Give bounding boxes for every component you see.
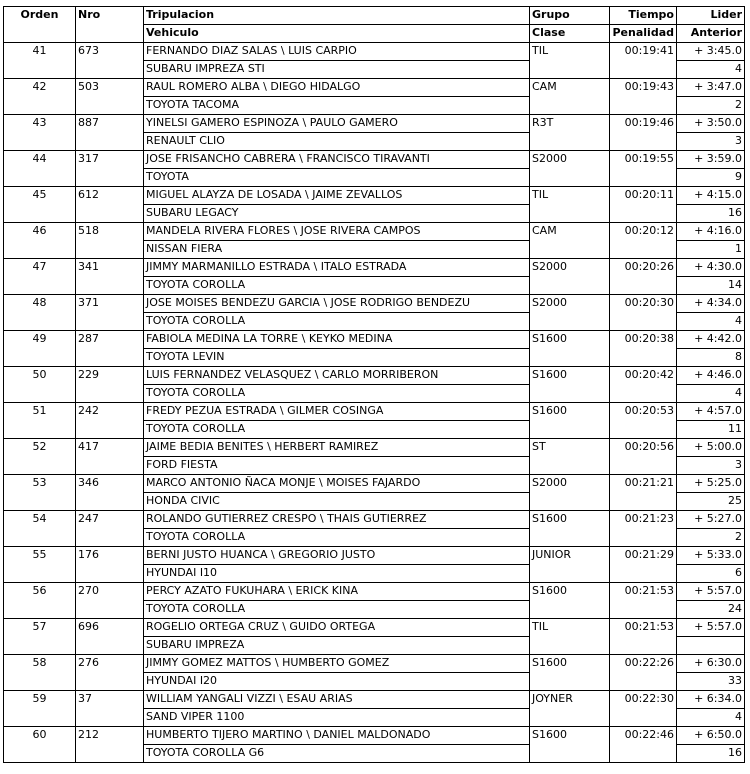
nro-cell: 346 (76, 475, 144, 511)
lider-cell: + 6:50.0 (677, 727, 745, 745)
lider-cell: + 4:15.0 (677, 187, 745, 205)
vehicle-cell: TOYOTA COROLLA (144, 385, 530, 403)
lider-cell: + 3:59.0 (677, 151, 745, 169)
tiempo-cell: 00:21:53 (610, 583, 677, 619)
lider-cell: + 4:34.0 (677, 295, 745, 313)
vehicle-cell: TOYOTA COROLLA (144, 601, 530, 619)
anterior-cell: 4 (677, 709, 745, 727)
nro-cell: 212 (76, 727, 144, 763)
anterior-cell: 2 (677, 529, 745, 547)
vehicle-cell: SAND VIPER 1100 (144, 709, 530, 727)
orden-cell: 58 (4, 655, 76, 691)
anterior-cell: 14 (677, 277, 745, 295)
vehicle-cell: RENAULT CLIO (144, 133, 530, 151)
orden-cell: 45 (4, 187, 76, 223)
table-row (4, 115, 745, 133)
tiempo-cell: 00:19:43 (610, 79, 677, 115)
header-orden: Orden (4, 7, 76, 25)
lider-cell: + 4:30.0 (677, 259, 745, 277)
table-row (4, 367, 745, 385)
grupo-cell: R3T (530, 115, 610, 151)
crew-cell: FERNANDO DIAZ SALAS \ LUIS CARPIO (144, 43, 530, 61)
lider-cell: + 5:33.0 (677, 547, 745, 565)
orden-cell: 49 (4, 331, 76, 367)
table-row (4, 583, 745, 601)
header-anterior: Anterior (677, 25, 745, 43)
lider-cell: + 4:46.0 (677, 367, 745, 385)
anterior-cell: 24 (677, 601, 745, 619)
nro-cell: 518 (76, 223, 144, 259)
crew-cell: PERCY AZATO FUKUHARA \ ERICK KINA (144, 583, 530, 601)
lider-cell: + 5:57.0 (677, 619, 745, 637)
nro-cell: 341 (76, 259, 144, 295)
results-header (4, 7, 745, 43)
results-table (3, 6, 745, 763)
lider-cell: + 3:47.0 (677, 79, 745, 97)
table-row (4, 331, 745, 349)
vehicle-cell: SUBARU LEGACY (144, 205, 530, 223)
lider-cell: + 4:16.0 (677, 223, 745, 241)
header-vehiculo: Vehiculo (144, 25, 530, 43)
crew-cell: FREDY PEZUA ESTRADA \ GILMER COSINGA (144, 403, 530, 421)
crew-cell: HUMBERTO TIJERO MARTINO \ DANIEL MALDONADO (144, 727, 530, 745)
table-row (4, 187, 745, 205)
nro-cell: 276 (76, 655, 144, 691)
tiempo-cell: 00:20:30 (610, 295, 677, 331)
grupo-cell: S2000 (530, 259, 610, 295)
anterior-cell: 3 (677, 133, 745, 151)
grupo-cell: CAM (530, 223, 610, 259)
anterior-cell: 8 (677, 349, 745, 367)
table-row (4, 259, 745, 277)
vehicle-cell: HONDA CIVIC (144, 493, 530, 511)
anterior-cell: 6 (677, 565, 745, 583)
nro-cell: 229 (76, 367, 144, 403)
nro-cell: 37 (76, 691, 144, 727)
crew-cell: MIGUEL ALAYZA DE LOSADA \ JAIME ZEVALLOS (144, 187, 530, 205)
grupo-cell: S1600 (530, 511, 610, 547)
vehicle-cell: TOYOTA COROLLA G6 (144, 745, 530, 763)
orden-cell: 50 (4, 367, 76, 403)
tiempo-cell: 00:20:26 (610, 259, 677, 295)
lider-cell: + 5:25.0 (677, 475, 745, 493)
crew-cell: MANDELA RIVERA FLORES \ JOSE RIVERA CAMPOS (144, 223, 530, 241)
tiempo-cell: 00:19:55 (610, 151, 677, 187)
header-orden-spacer (4, 25, 76, 43)
header-penalidad: Penalidad (610, 25, 677, 43)
orden-cell: 54 (4, 511, 76, 547)
header-tiempo: Tiempo (610, 7, 677, 25)
vehicle-cell: TOYOTA COROLLA (144, 313, 530, 331)
tiempo-cell: 00:19:46 (610, 115, 677, 151)
vehicle-cell: TOYOTA TACOMA (144, 97, 530, 115)
anterior-cell: 25 (677, 493, 745, 511)
lider-cell: + 5:57.0 (677, 583, 745, 601)
grupo-cell: S2000 (530, 295, 610, 331)
grupo-cell: S1600 (530, 331, 610, 367)
crew-cell: BERNI JUSTO HUANCA \ GREGORIO JUSTO (144, 547, 530, 565)
header-grupo: Grupo (530, 7, 610, 25)
grupo-cell: TIL (530, 187, 610, 223)
header-lider: Lider (677, 7, 745, 25)
tiempo-cell: 00:21:29 (610, 547, 677, 583)
nro-cell: 612 (76, 187, 144, 223)
vehicle-cell: NISSAN FIERA (144, 241, 530, 259)
nro-cell: 371 (76, 295, 144, 331)
orden-cell: 48 (4, 295, 76, 331)
orden-cell: 44 (4, 151, 76, 187)
anterior-cell (677, 637, 745, 655)
nro-cell: 287 (76, 331, 144, 367)
crew-cell: ROLANDO GUTIERREZ CRESPO \ THAIS GUTIERREZ (144, 511, 530, 529)
orden-cell: 52 (4, 439, 76, 475)
table-row (4, 727, 745, 745)
tiempo-cell: 00:20:53 (610, 403, 677, 439)
header-nro: Nro (76, 7, 144, 25)
anterior-cell: 4 (677, 313, 745, 331)
lider-cell: + 6:34.0 (677, 691, 745, 709)
crew-cell: WILLIAM YANGALI VIZZI \ ESAU ARIAS (144, 691, 530, 709)
nro-cell: 673 (76, 43, 144, 79)
table-row (4, 295, 745, 313)
lider-cell: + 6:30.0 (677, 655, 745, 673)
header-tripulacion: Tripulacion (144, 7, 530, 25)
vehicle-cell: TOYOTA COROLLA (144, 421, 530, 439)
crew-cell: RAUL ROMERO ALBA \ DIEGO HIDALGO (144, 79, 530, 97)
anterior-cell: 16 (677, 205, 745, 223)
anterior-cell: 16 (677, 745, 745, 763)
orden-cell: 57 (4, 619, 76, 655)
vehicle-cell: HYUNDAI I20 (144, 673, 530, 691)
tiempo-cell: 00:22:46 (610, 727, 677, 763)
tiempo-cell: 00:20:42 (610, 367, 677, 403)
orden-cell: 47 (4, 259, 76, 295)
grupo-cell: S1600 (530, 655, 610, 691)
nro-cell: 247 (76, 511, 144, 547)
crew-cell: LUIS FERNANDEZ VELASQUEZ \ CARLO MORRIBERON (144, 367, 530, 385)
orden-cell: 43 (4, 115, 76, 151)
table-row (4, 223, 745, 241)
vehicle-cell: HYUNDAI I10 (144, 565, 530, 583)
grupo-cell: S2000 (530, 475, 610, 511)
header-clase: Clase (530, 25, 610, 43)
tiempo-cell: 00:22:26 (610, 655, 677, 691)
nro-cell: 176 (76, 547, 144, 583)
anterior-cell: 1 (677, 241, 745, 259)
anterior-cell: 9 (677, 169, 745, 187)
table-row (4, 547, 745, 565)
crew-cell: YINELSI GAMERO ESPINOZA \ PAULO GAMERO (144, 115, 530, 133)
anterior-cell: 4 (677, 385, 745, 403)
table-row (4, 403, 745, 421)
anterior-cell: 11 (677, 421, 745, 439)
nro-cell: 503 (76, 79, 144, 115)
anterior-cell: 2 (677, 97, 745, 115)
tiempo-cell: 00:20:12 (610, 223, 677, 259)
tiempo-cell: 00:21:21 (610, 475, 677, 511)
tiempo-cell: 00:20:56 (610, 439, 677, 475)
nro-cell: 270 (76, 583, 144, 619)
crew-cell: MARCO ANTONIO ÑACA MONJE \ MOISES FAJARDO (144, 475, 530, 493)
anterior-cell: 4 (677, 61, 745, 79)
lider-cell: + 5:27.0 (677, 511, 745, 529)
orden-cell: 59 (4, 691, 76, 727)
tiempo-cell: 00:21:53 (610, 619, 677, 655)
grupo-cell: S1600 (530, 583, 610, 619)
nro-cell: 696 (76, 619, 144, 655)
tiempo-cell: 00:20:38 (610, 331, 677, 367)
table-row (4, 439, 745, 457)
nro-cell: 417 (76, 439, 144, 475)
vehicle-cell: TOYOTA COROLLA (144, 529, 530, 547)
orden-cell: 46 (4, 223, 76, 259)
nro-cell: 887 (76, 115, 144, 151)
lider-cell: + 3:45.0 (677, 43, 745, 61)
grupo-cell: S1600 (530, 367, 610, 403)
orden-cell: 56 (4, 583, 76, 619)
lider-cell: + 4:57.0 (677, 403, 745, 421)
vehicle-cell: SUBARU IMPREZA (144, 637, 530, 655)
anterior-cell: 33 (677, 673, 745, 691)
orden-cell: 53 (4, 475, 76, 511)
lider-cell: + 3:50.0 (677, 115, 745, 133)
grupo-cell: TIL (530, 619, 610, 655)
orden-cell: 42 (4, 79, 76, 115)
grupo-cell: CAM (530, 79, 610, 115)
crew-cell: JIMMY GOMEZ MATTOS \ HUMBERTO GOMEZ (144, 655, 530, 673)
crew-cell: JAIME BEDIA BENITES \ HERBERT RAMIREZ (144, 439, 530, 457)
nro-cell: 317 (76, 151, 144, 187)
tiempo-cell: 00:20:11 (610, 187, 677, 223)
table-row (4, 475, 745, 493)
vehicle-cell: TOYOTA (144, 169, 530, 187)
table-row (4, 151, 745, 169)
orden-cell: 60 (4, 727, 76, 763)
table-row (4, 511, 745, 529)
table-row (4, 43, 745, 61)
vehicle-cell: TOYOTA LEVIN (144, 349, 530, 367)
table-row (4, 655, 745, 673)
vehicle-cell: TOYOTA COROLLA (144, 277, 530, 295)
grupo-cell: JUNIOR (530, 547, 610, 583)
grupo-cell: S2000 (530, 151, 610, 187)
orden-cell: 41 (4, 43, 76, 79)
crew-cell: JIMMY MARMANILLO ESTRADA \ ITALO ESTRADA (144, 259, 530, 277)
tiempo-cell: 00:21:23 (610, 511, 677, 547)
grupo-cell: TIL (530, 43, 610, 79)
orden-cell: 51 (4, 403, 76, 439)
vehicle-cell: SUBARU IMPREZA STI (144, 61, 530, 79)
orden-cell: 55 (4, 547, 76, 583)
grupo-cell: ST (530, 439, 610, 475)
results-body (4, 43, 745, 763)
nro-cell: 242 (76, 403, 144, 439)
vehicle-cell: FORD FIESTA (144, 457, 530, 475)
grupo-cell: S1600 (530, 727, 610, 763)
table-row (4, 691, 745, 709)
tiempo-cell: 00:22:30 (610, 691, 677, 727)
lider-cell: + 4:42.0 (677, 331, 745, 349)
grupo-cell: JOYNER (530, 691, 610, 727)
crew-cell: ROGELIO ORTEGA CRUZ \ GUIDO ORTEGA (144, 619, 530, 637)
crew-cell: JOSE FRISANCHO CABRERA \ FRANCISCO TIRAVANTI (144, 151, 530, 169)
header-nro-spacer (76, 25, 144, 43)
tiempo-cell: 00:19:41 (610, 43, 677, 79)
crew-cell: FABIOLA MEDINA LA TORRE \ KEYKO MEDINA (144, 331, 530, 349)
table-row (4, 619, 745, 637)
crew-cell: JOSE MOISES BENDEZU GARCIA \ JOSE RODRIGO BENDEZU (144, 295, 530, 313)
anterior-cell: 3 (677, 457, 745, 475)
table-row (4, 79, 745, 97)
lider-cell: + 5:00.0 (677, 439, 745, 457)
grupo-cell: S1600 (530, 403, 610, 439)
